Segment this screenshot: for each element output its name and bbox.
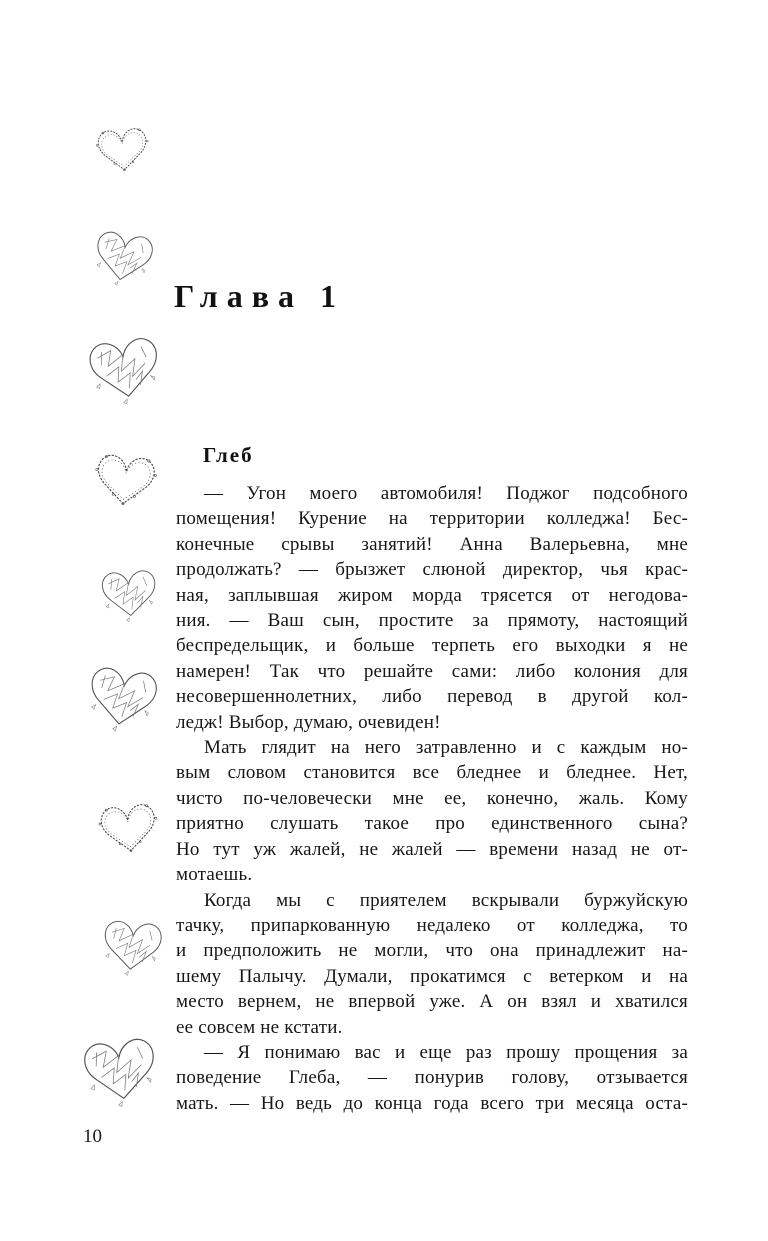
paragraph: — Я понимаю вас и еще раз прошу прощения за поведение Глеба, — понурив голову, отзывается мать. — Но ведь до конца года всего три месяца оста-: [176, 1041, 688, 1114]
heart-doodle-icon: [80, 439, 170, 529]
heart-doodle-icon: [78, 216, 167, 305]
heart-doodle-icon: [86, 789, 172, 875]
heart-doodle-icon: [85, 115, 161, 191]
heart-doodle-icon: [89, 557, 169, 637]
heart-doodle-icon: [89, 907, 176, 994]
paragraph: — Угон моего автомобиля! Поджог подсобного помещения! Курение на территории колледжа! Бес- конечные срывы занятий! Анна Валерьевна, мне продолжать? — брызжет слюной директор, чья крас- ная, заплывшая жиром морда трясется от негодова- ния. — Ваш сын, простите за прямоту, настоящий беспредельщик, и больше терпеть его выходки я не намерен! Так что решайте сами: либо колония для несовершеннолетних, либо перевод в другой кол- ледж! Выбор, думаю, очевиден!: [176, 483, 688, 733]
paragraph: Когда мы с приятелем вскрывали буржуйскую тачку, припаркованную недалеко от колледжа, то и предположить не могли, что она принадлежит на- шему Палычу. Думали, прокатимся с ветерком и на место вернем, не впервой уже. А он взял и хватился ее совсем не кстати.: [176, 889, 688, 1038]
heart-doodle-icon: [72, 320, 179, 427]
heart-doodle-icon: [70, 650, 174, 754]
paragraph: Мать глядит на него затравленно и с каждым но- вым словом становится все бледнее и бледнее. Нет, чисто по-человечески мне ее, конечно, жаль. Кому приятно слушать такое про единственного сына? Но тут уж жалей, не жалей — времени назад не от- мотаешь.: [176, 737, 688, 886]
heart-doodle-icon: [66, 1020, 175, 1129]
section-title: Глеб: [203, 443, 254, 467]
chapter-title: Глава 1: [174, 278, 345, 314]
text-column: [176, 443, 688, 1116]
page-number: 10: [83, 1126, 102, 1147]
